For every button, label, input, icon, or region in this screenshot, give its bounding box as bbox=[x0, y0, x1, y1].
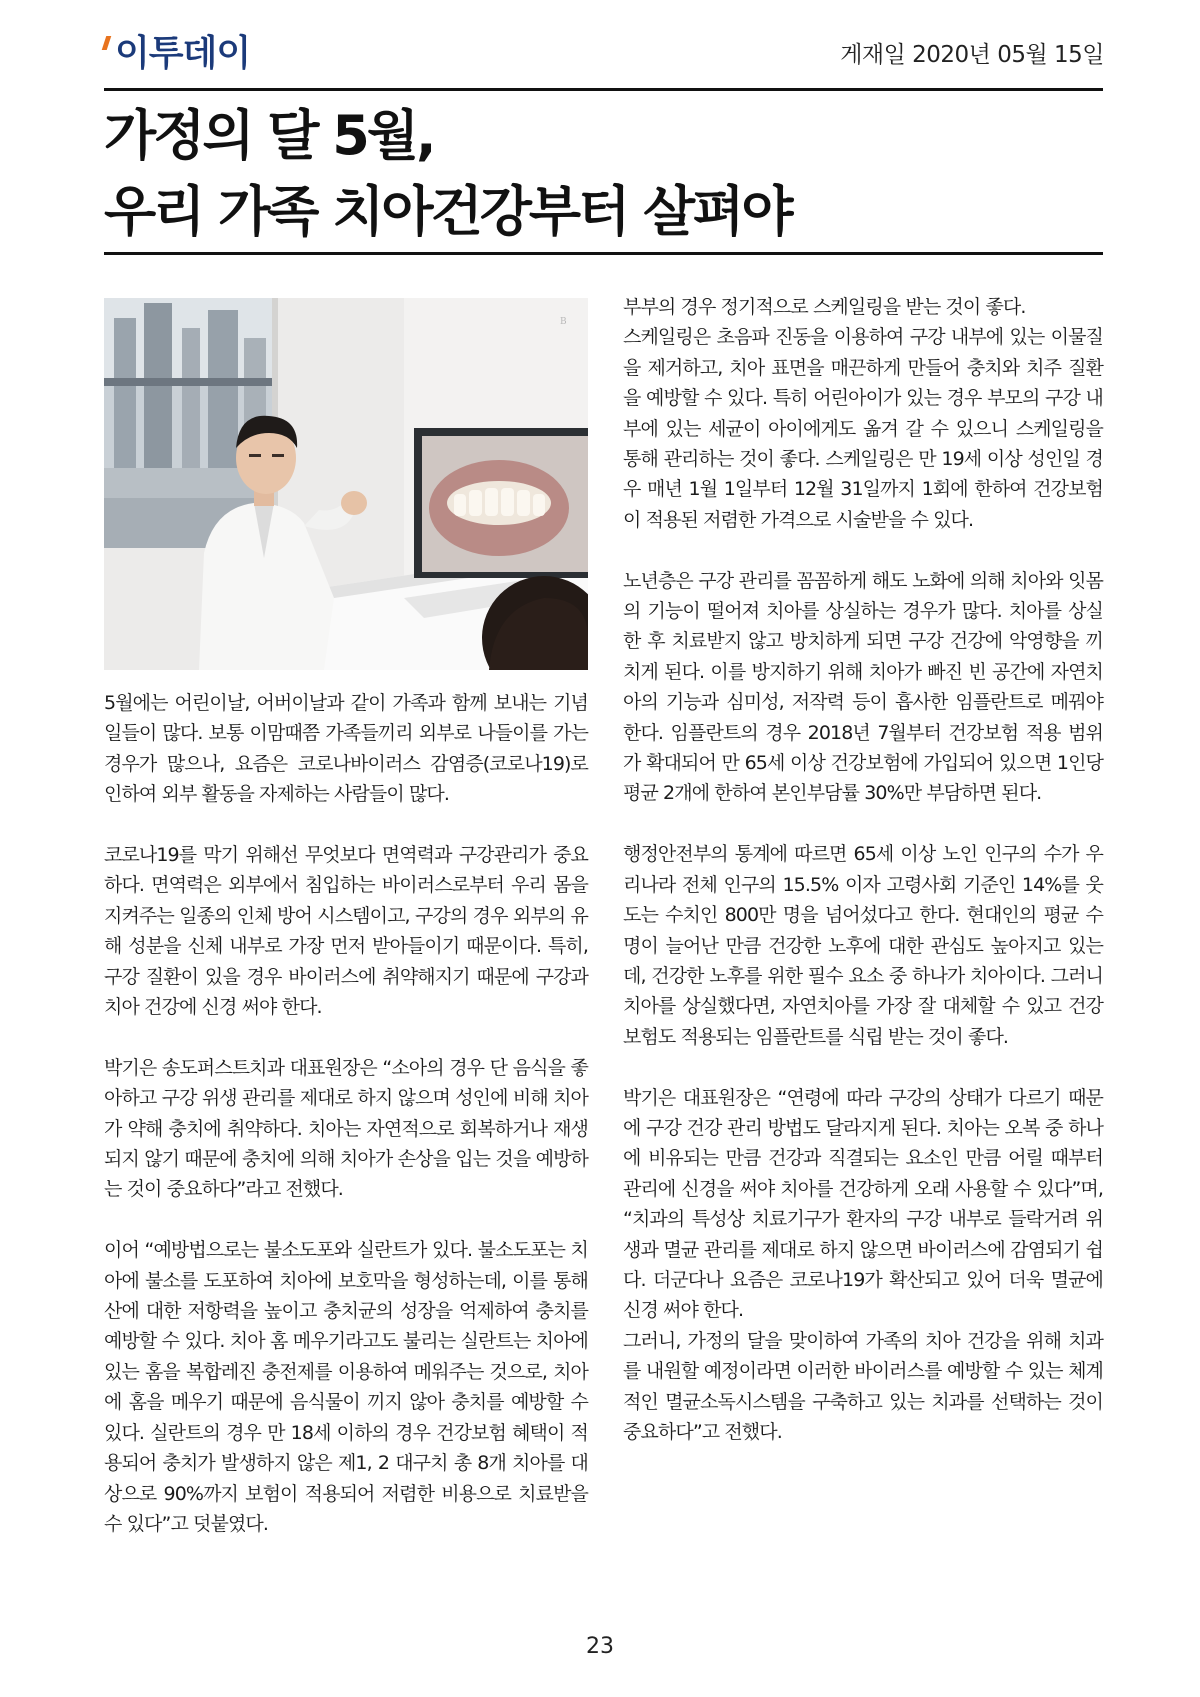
publication-logo bbox=[104, 30, 250, 78]
paragraph: 박기은 대표원장은 “연령에 따라 구강의 상태가 다르기 때문에 구강 건강 관리 방법도 달라지게 된다. 치아는 오복 중 하나에 비유되는 만큼 건강과 직결되는 요소인 만큼 어릴 때부터 관리에 신경을 써야 치아를 건강하게 오래 사용할 수 있다”며, “치과의 특성상 치료기구가 환자의 구강 내부로 들락거려 위생과 멸균 관리를 제대로 하지 않으면 바이러스에 감염되기 쉽다. 더군다나 요즘은 코로나19가 확산되고 있어 더욱 멸균에 신경 써야 한다. bbox=[623, 1086, 1103, 1322]
paragraph: 그러니, 가정의 달을 맞이하여 가족의 치아 건강을 위해 치과를 내원할 예정이라면 이러한 바이러스를 예방할 수 있는 체계적인 멸균소독시스템을 구축하고 있는 치과를 선택하는 것이 중요하다”고 전했다. bbox=[623, 1329, 1103, 1443]
article-column-right bbox=[623, 292, 1103, 1447]
logo-text: 이투데이 bbox=[115, 33, 251, 74]
svg-text:B: B bbox=[560, 317, 567, 327]
dentist-consultation-image bbox=[104, 298, 588, 670]
paragraph: 스케일링은 초음파 진동을 이용하여 구강 내부에 있는 이물질을 제거하고, 치아 표면을 매끈하게 만들어 충치와 치주 질환을 예방할 수 있다. 특히 어린아이가 있는 경우 부모의 구강 내부에 있는 세균이 아이에게도 옮겨 갈 수 있으니 스케일링을 통해 관리하는 것이 좋다. 스케일링은 만 19세 이상 성인일 경우 매년 1월 1일부터 12월 31일까지 1회에 한하여 건강보험이 적용된 저렴한 가격으로 시술받을 수 있다. bbox=[623, 326, 1103, 531]
paragraph: 박기은 송도퍼스트치과 대표원장은 “소아의 경우 단 음식을 좋아하고 구강 위생 관리를 제대로 하지 않으며 성인에 비해 치아가 약해 충치에 취약하다. 치아는 자연적으로 회복하거나 재생되지 않기 때문에 충치에 의해 치아가 손상을 입는 것을 예방하는 것이 중요하다”라고 전했다. bbox=[104, 1056, 588, 1201]
publication-date: 게재일 2020년 05월 15일 bbox=[840, 42, 1104, 68]
paragraph: 행정안전부의 통계에 따르면 65세 이상 노인 인구의 수가 우리나라 전체 인구의 15.5% 이자 고령사회 기준인 14%를 웃도는 수치인 800만 명을 넘어섰다고 한다. 현대인의 평균 수명이 늘어난 만큼 건강한 노후에 대한 관심도 높아지고 있는데, 건강한 노후를 위한 필수 요소 중 하나가 치아이다. 그러니 치아를 상실했다면, 자연치아를 가장 잘 대체할 수 있고 건강보험도 적용되는 임플란트를 식립 받는 것이 좋다. bbox=[623, 843, 1103, 1048]
paragraph: 코로나19를 막기 위해선 무엇보다 면역력과 구강관리가 중요하다. 면역력은 외부에서 침입하는 바이러스로부터 우리 몸을 지켜주는 일종의 인체 방어 시스템이고, 구강의 경우 외부의 유해 성분을 신체 내부로 가장 먼저 받아들이기 때문이다. 특히, 구강 질환이 있을 경우 바이러스에 취약해지기 때문에 구강과 치아 건강에 신경 써야 한다. bbox=[104, 844, 588, 1019]
headline-line-2: 우리 가족 치아건강부터 살펴야 bbox=[104, 180, 791, 243]
headline-bottom-rule bbox=[104, 252, 1103, 255]
paragraph: 노년층은 구강 관리를 꼼꼼하게 해도 노화에 의해 치아와 잇몸의 기능이 떨어져 치아를 상실하는 경우가 많다. 치아를 상실한 후 치료받지 않고 방치하게 되면 구강 건강에 악영향을 끼치게 된다. 이를 방지하기 위해 치아가 빠진 빈 공간에 자연치아의 기능과 심미성, 저작력 등이 흡사한 임플란트로 메꿔야 한다. 임플란트의 경우 2018년 7월부터 건강보험 적용 범위가 확대되어 만 65세 이상 건강보험에 가입되어 있으면 1인당 평균 2개에 한하여 본인부담률 30%만 부담하면 된다. bbox=[623, 569, 1103, 805]
article-column-left bbox=[104, 688, 588, 1539]
paragraph: 5월에는 어린이날, 어버이날과 같이 가족과 함께 보내는 기념일들이 많다. 보통 이맘때쯤 가족들끼리 외부로 나들이를 가는 경우가 많으나, 요즘은 코로나바이러스 감염증(코로나19)로 인하여 외부 활동을 자제하는 사람들이 많다. bbox=[104, 692, 588, 806]
article-photo bbox=[104, 298, 588, 670]
logo-accent-mark bbox=[102, 36, 112, 50]
headline-top-rule bbox=[104, 88, 1103, 91]
headline-line-1: 가정의 달 5월, bbox=[104, 104, 434, 167]
paragraph-continuation-line: 부부의 경우 정기적으로 스케일링을 받는 것이 좋다. bbox=[623, 296, 1026, 318]
page-number: 23 bbox=[586, 1634, 614, 1659]
paragraph: 이어 “예방법으로는 불소도포와 실란트가 있다. 불소도포는 치아에 불소를 도포하여 치아에 보호막을 형성하는데, 이를 통해 산에 대한 저항력을 높이고 충치균의 성장을 억제하여 충치를 예방할 수 있다. 치아 홈 메우기라고도 불리는 실란트는 치아에 있는 홈을 복합레진 충전제를 이용하여 메워주는 것으로, 치아에 홈을 메우기 때문에 음식물이 끼지 않아 충치를 예방할 수 있다. 실란트의 경우 만 18세 이하의 경우 건강보험 혜택이 적용되어 충치가 발생하지 않은 제1, 2 대구치 총 8개 치아를 대상으로 90%까지 보험이 적용되어 저렴한 비용으로 치료받을 수 있다”고 덧붙였다. bbox=[104, 1239, 588, 1535]
headline bbox=[104, 98, 1103, 250]
